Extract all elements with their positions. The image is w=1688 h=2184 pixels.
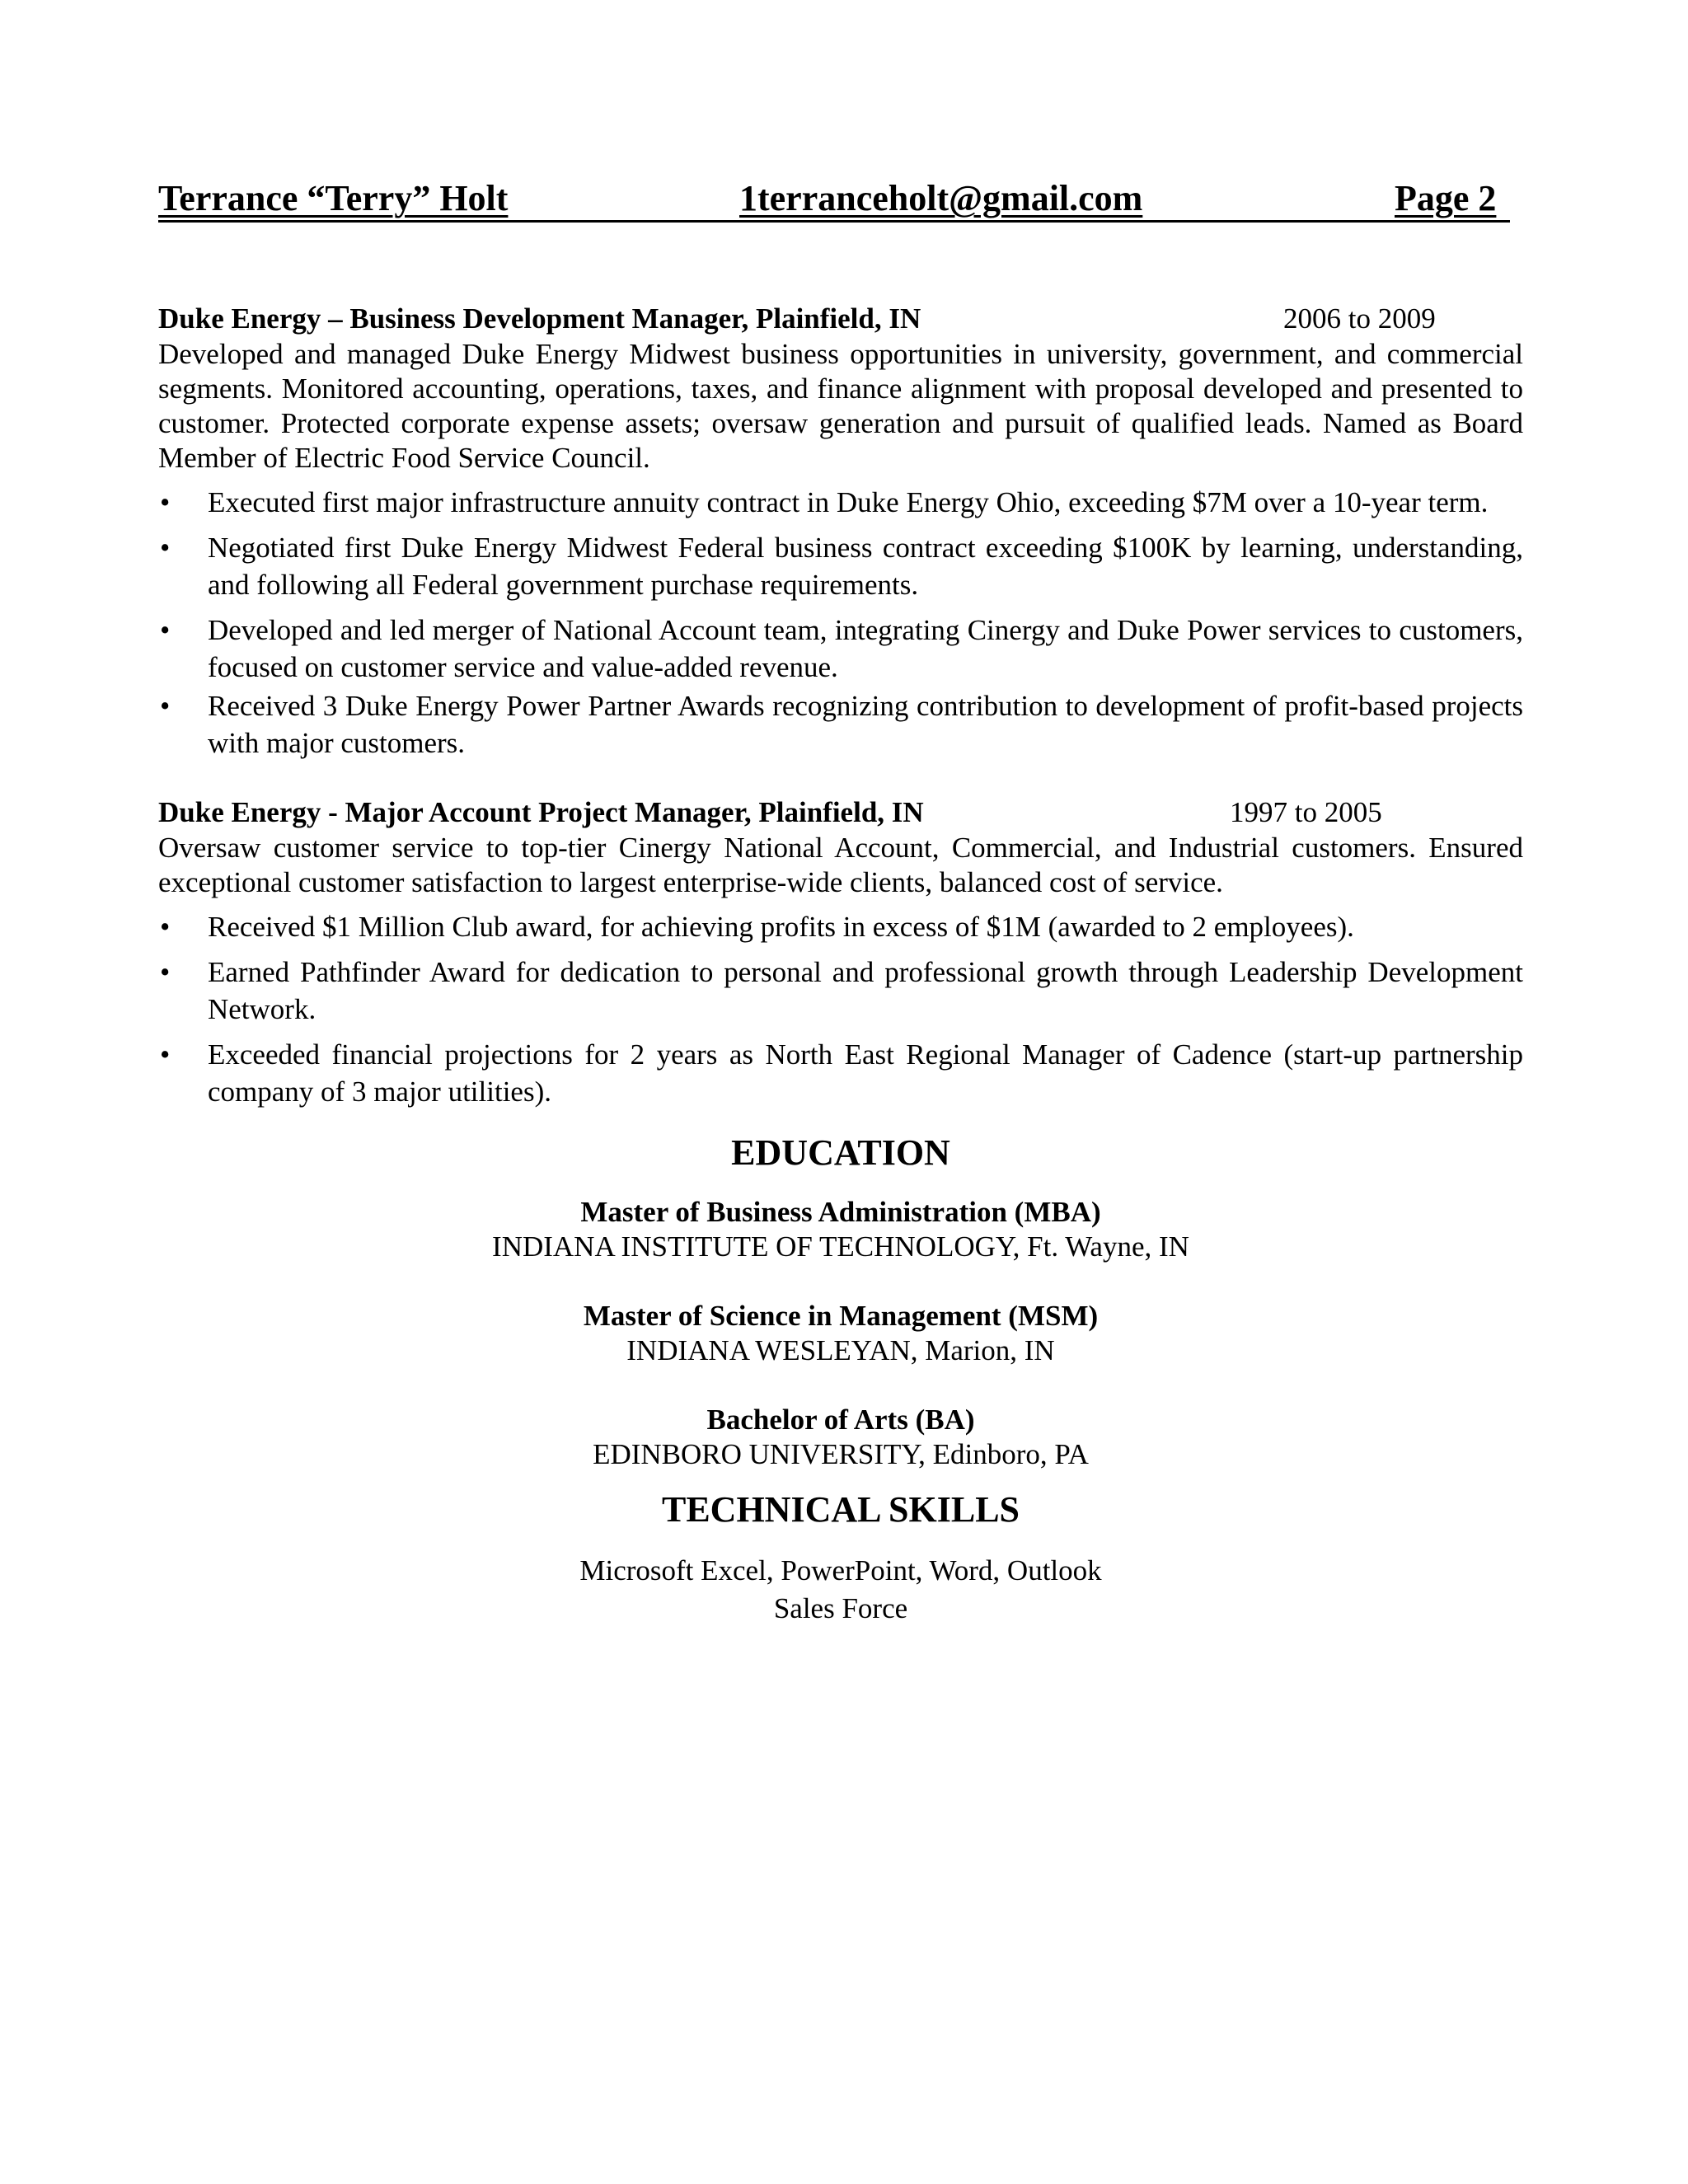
job-entry: [158, 301, 1523, 762]
degree-name: Bachelor of Arts (BA): [706, 1404, 975, 1436]
education-entry: [158, 1299, 1523, 1368]
job-bullets: [158, 908, 1523, 1110]
bullet-text: Received 3 Duke Energy Power Partner Awards recognizing contribution to development of profit-based projects with major customers.: [208, 690, 1523, 759]
job-bullet: [158, 908, 1523, 945]
skills-line: Sales Force: [773, 1592, 908, 1624]
job-bullet: [158, 484, 1523, 521]
job-bullet: [158, 954, 1523, 1028]
bullet-text: Exceeded financial projections for 2 years as North East Regional Manager of Cadence (start-up partnership company of 3 major utilities).: [208, 1038, 1523, 1108]
job-bullet: [158, 612, 1523, 686]
bullet-text: Executed first major infrastructure annuity contract in Duke Energy Ohio, exceeding $7M over a 10-year term.: [208, 486, 1489, 518]
job-dates: 2006 to 2009: [1283, 302, 1436, 335]
job-bullet: [158, 529, 1523, 603]
skills-line: Microsoft Excel, PowerPoint, Word, Outlook: [579, 1554, 1102, 1586]
education-entry: [158, 1195, 1523, 1264]
job-title-row: [158, 301, 1523, 337]
bullet-icon: •: [160, 911, 171, 943]
degree-name: Master of Science in Management (MSM): [583, 1300, 1099, 1332]
school-name: INDIANA INSTITUTE OF TECHNOLOGY, Ft. Wayne, IN: [492, 1230, 1189, 1263]
school-name: EDINBORO UNIVERSITY, Edinboro, PA: [593, 1438, 1089, 1470]
bullet-text: Received $1 Million Club award, for achieving profits in excess of $1M (awarded to 2 employees).: [208, 911, 1354, 943]
page-header: [158, 177, 1523, 223]
job-entry: [158, 794, 1523, 1110]
job-title-row: [158, 794, 1523, 831]
bullet-text: Negotiated first Duke Energy Midwest Federal business contract exceeding $100K by learning, understanding, and following all Federal government purchase requirements.: [208, 532, 1523, 601]
job-bullets: [158, 484, 1523, 762]
bullet-icon: •: [160, 1038, 171, 1071]
resume-page: [158, 177, 1523, 1628]
job-title: Duke Energy – Business Development Manager, Plainfield, IN: [158, 302, 921, 335]
header-name: Terrance “Terry” Holt: [158, 178, 509, 218]
bullet-icon: •: [160, 532, 171, 564]
header-underline: [158, 220, 1510, 223]
bullet-icon: •: [160, 956, 171, 988]
job-summary: Developed and managed Duke Energy Midwest business opportunities in university, government, and commercial segments. Monitored accounting, operations, taxes, and finance alignment with proposal developed and presented to customer. Protected corporate expense assets; oversaw generation and pursuit of qualified leads. Named as Board Member of Electric Food Service Council.: [158, 338, 1523, 474]
job-summary: Oversaw customer service to top-tier Cinergy National Account, Commercial, and Industrial customers. Ensured exceptional customer satisfaction to largest enterprise-wide clients, balanced cost of service.: [158, 832, 1523, 898]
school-name: INDIANA WESLEYAN, Marion, IN: [626, 1334, 1055, 1366]
bullet-icon: •: [160, 690, 171, 722]
education-heading: EDUCATION: [731, 1132, 950, 1173]
bullet-icon: •: [160, 486, 171, 518]
header-email: 1terranceholt@gmail.com: [739, 178, 1143, 218]
skills-heading: TECHNICAL SKILLS: [661, 1489, 1020, 1530]
job-bullet: [158, 687, 1523, 762]
job-bullet: [158, 1036, 1523, 1110]
job-title: Duke Energy - Major Account Project Manager, Plainfield, IN: [158, 796, 924, 828]
bullet-text: Developed and led merger of National Account team, integrating Cinergy and Duke Power services to customers, focused on customer service and value-added revenue.: [208, 614, 1523, 683]
bullet-text: Earned Pathfinder Award for dedication to personal and professional growth through Leadership Development Network.: [208, 956, 1523, 1025]
header-page-number: Page 2: [1395, 178, 1497, 218]
skills-list: [158, 1552, 1523, 1628]
job-dates: 1997 to 2005: [1230, 796, 1382, 828]
degree-name: Master of Business Administration (MBA): [580, 1196, 1101, 1228]
bullet-icon: •: [160, 614, 171, 646]
education-entry: [158, 1403, 1523, 1472]
